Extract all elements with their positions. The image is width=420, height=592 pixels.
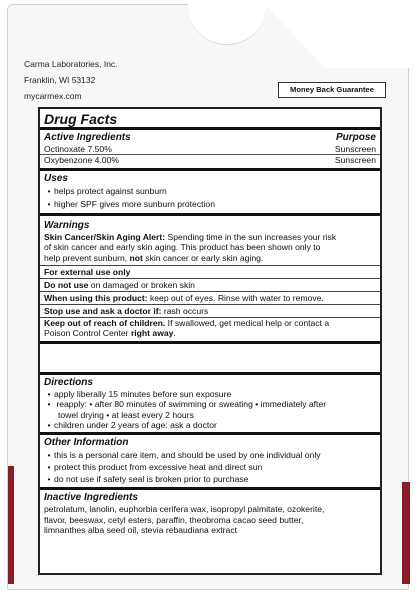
inactive-ingredients-line: petrolatum, lanolin, euphorbia cerifera wax, isopropyl palmitate, ozokerite, (44, 504, 325, 515)
do-not-use-warning: Do not use on damaged or broken skin (40, 279, 380, 292)
active-ingredients-header: Active Ingredients (44, 132, 131, 143)
inactive-ingredients-line: flavor, beeswax, cetyl esters, paraffin, theobroma cacao seed butter, (44, 514, 304, 525)
list-item: • protect this product from excessive heat and direct sun (40, 461, 380, 473)
list-item: • do not use if safety seal is broken prior to purchase (40, 473, 380, 485)
bullet-glyph: • (89, 399, 95, 410)
bullet-glyph: • (255, 399, 261, 410)
keep-out-of-reach-warning: Keep out of reach of children. If swallowed, get medical help or contact a Poison Control Center right away. (44, 318, 330, 339)
inactive-ingredients-section (40, 490, 380, 535)
company-name: Carma Laboratories, Inc. (24, 59, 118, 69)
other-information-section (40, 435, 380, 490)
warnings-section (40, 216, 380, 341)
directions-section (40, 372, 380, 436)
stop-use-warning: Stop use and ask a doctor if: rash occurs (40, 305, 380, 318)
active-ingredients-section (40, 130, 380, 171)
list-item: • helps protect against sunburn (40, 185, 380, 198)
purpose-header: Purpose (335, 132, 376, 143)
inactive-ingredients-header: Inactive Ingredients (44, 492, 138, 504)
list-item: • higher SPF gives more sunburn protection (40, 198, 380, 211)
product-edge-left (8, 466, 14, 584)
list-item: • children under 2 years of age: ask a doctor (40, 420, 380, 430)
list-item: • apply liberally 15 minutes before sun exposure (40, 389, 380, 399)
panel-fold-gap (40, 341, 380, 372)
uses-header: Uses (44, 172, 68, 184)
external-use-warning: For external use only (40, 266, 380, 279)
drug-facts-panel (38, 107, 382, 575)
list-item-continued: towel drying • at least every 2 hours (58, 409, 194, 420)
company-site: mycarmex.com (24, 91, 82, 101)
bullet-glyph: • (106, 409, 112, 420)
other-information-header: Other Information (44, 437, 129, 449)
company-city: Franklin, WI 53132 (24, 75, 96, 85)
inactive-ingredients-line: limnanthes alba seed oil, stevia rebaudiana extract (44, 525, 237, 536)
list-item: • reapply: • after 80 minutes of swimming or sweating • immediately after (40, 399, 380, 409)
active-row: Octinoxate 7.50% Sunscreen (40, 144, 380, 155)
list-item: • this is a personal care item, and should be used by one individual only (40, 449, 380, 461)
skin-alert: Skin Cancer/Skin Aging Alert: Spending time in the sun increases your risk of skin cancer and early skin aging. This product has been shown only to help prevent sunburn, not skin cancer or early skin aging. (40, 232, 380, 266)
money-back-guarantee: Money Back Guarantee (278, 82, 386, 98)
directions-header: Directions (44, 376, 93, 388)
drug-facts-title: Drug Facts (40, 109, 380, 130)
uses-section (40, 171, 380, 216)
warnings-header: Warnings (44, 219, 90, 231)
when-using-warning: When using this product: keep out of eyes. Rinse with water to remove. (40, 292, 380, 305)
active-row: Oxybenzone 4.00% Sunscreen (44, 155, 376, 166)
product-edge-right (402, 482, 410, 584)
company-info (24, 56, 118, 104)
